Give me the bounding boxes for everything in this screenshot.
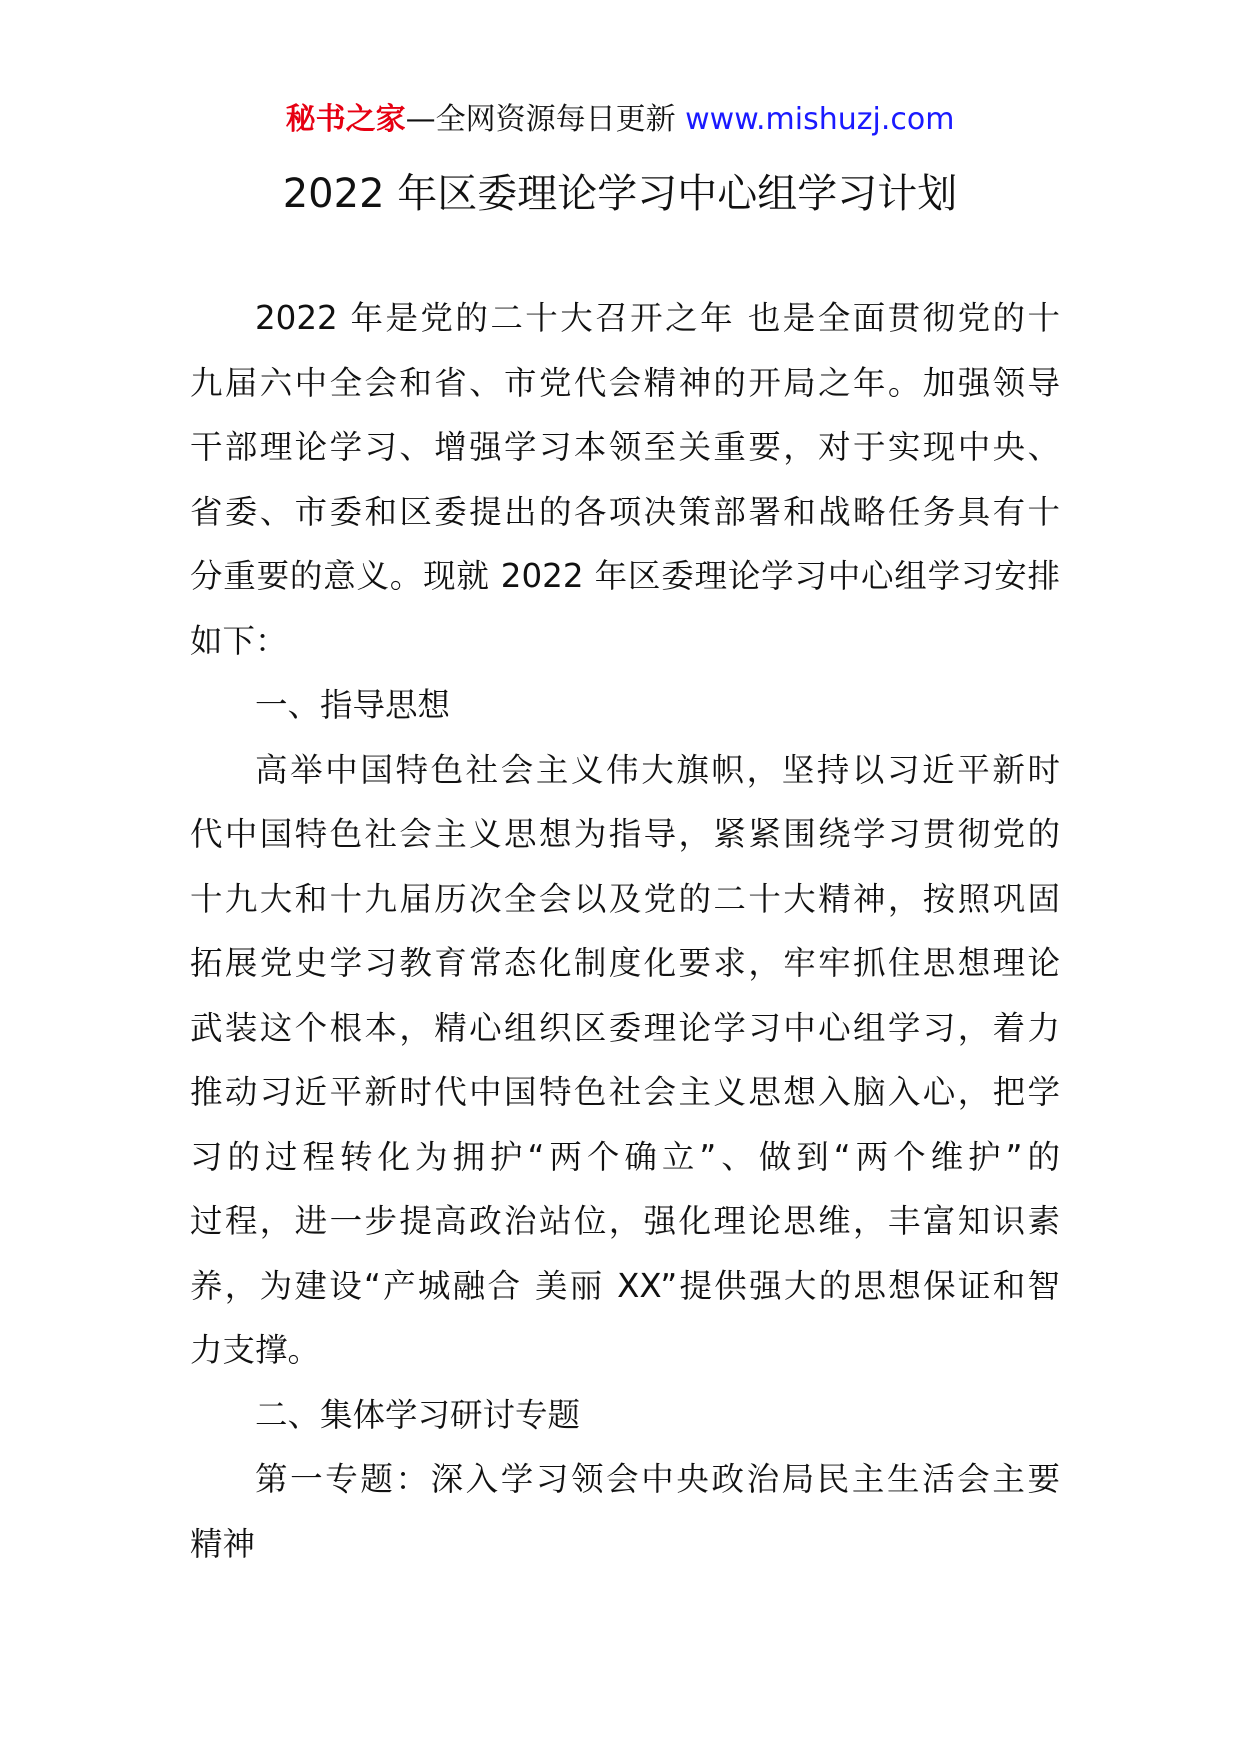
body-line-15: 过程，进一步提高政治站位，强化理论思维，丰富知识素 (190, 1202, 1060, 1240)
body-line-14: 习的过程转化为拥护“两个确立”、做到“两个维护”的 (190, 1137, 1060, 1176)
body-line-10: 十九大和十九届历次全会以及党的二十大精神，按照巩固 (190, 879, 1060, 918)
body-line-9: 代中国特色社会主义思想为指导，紧紧围绕学习贯彻党的 (190, 815, 1060, 853)
header-slogan: —全网资源每日更新 (405, 102, 676, 137)
section-heading-2: 二、集体学习研讨专题 (255, 1395, 581, 1434)
body-line-20: 精神 (190, 1524, 256, 1563)
body-line-11: 拓展党史学习教育常态化制度化要求，牢牢抓住思想理论 (190, 944, 1060, 982)
body-line-19: 第一专题：深入学习领会中央政治局民主生活会主要 (255, 1460, 1060, 1498)
body-line-1: 2022 年是党的二十大召开之年 也是全面贯彻党的十 (255, 299, 1060, 337)
body-line-6: 如下： (190, 621, 288, 660)
document-title: 2022 年区委理论学习中心组学习计划 (282, 171, 958, 217)
body-line-5: 分重要的意义。现就 2022 年区委理论学习中心组学习安排 (190, 557, 1060, 595)
document-body (190, 286, 1060, 1576)
body-line-13: 推动习近平新时代中国特色社会主义思想入脑入心，把学 (190, 1073, 1060, 1111)
site-url-link[interactable]: www.mishuzj.com (685, 102, 955, 137)
site-header (0, 100, 1240, 140)
body-line-16: 养，为建设“产城融合 美丽 XX”提供强大的思想保证和智 (190, 1266, 1060, 1305)
body-line-12: 武装这个根本，精心组织区委理论学习中心组学习，着力 (190, 1008, 1060, 1047)
brand-name: 秘书之家 (285, 102, 406, 137)
body-line-3: 干部理论学习、增强学习本领至关重要，对于实现中央、 (190, 428, 1060, 466)
body-line-17: 力支撑。 (190, 1331, 321, 1369)
section-heading-1: 一、指导思想 (255, 686, 451, 724)
body-line-4: 省委、市委和区委提出的各项决策部署和战略任务具有十 (190, 492, 1060, 531)
body-line-2: 九届六中全会和省、市党代会精神的开局之年。加强领导 (190, 363, 1060, 402)
body-line-8: 高举中国特色社会主义伟大旗帜，坚持以习近平新时 (255, 750, 1060, 789)
